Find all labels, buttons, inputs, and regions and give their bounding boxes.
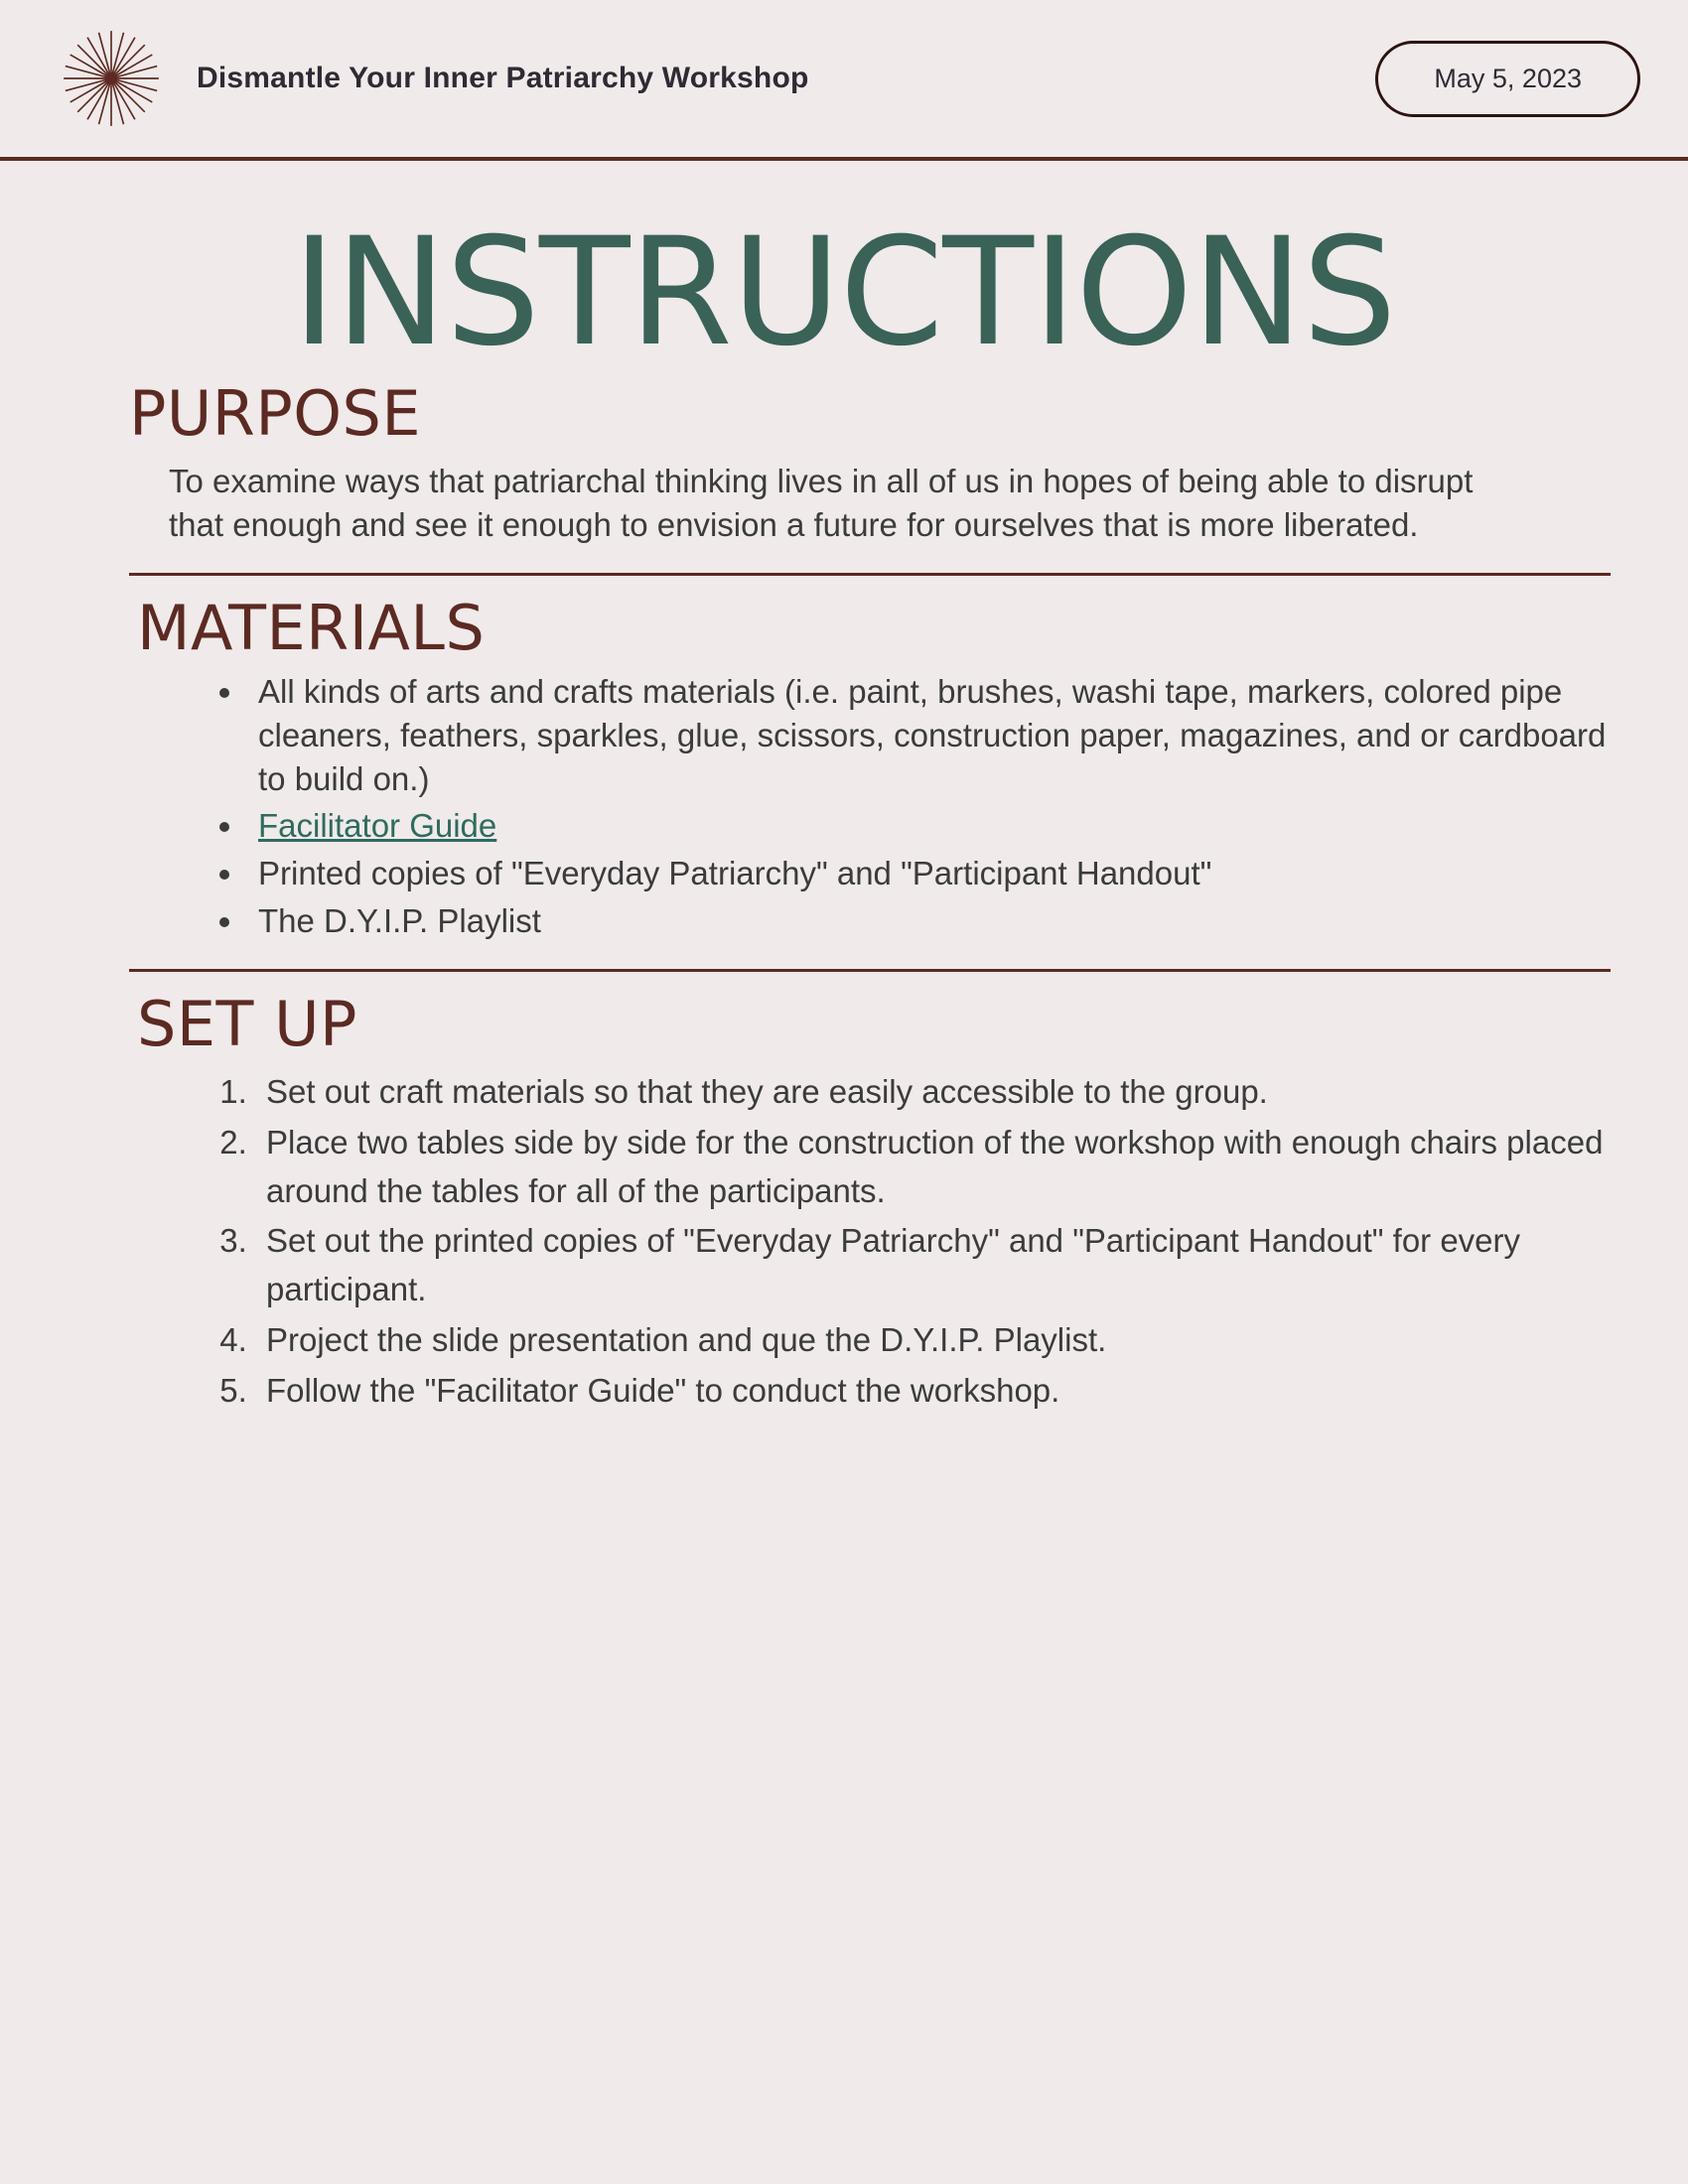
document-body (0, 377, 1688, 1416)
list-item: 5. Follow the "Facilitator Guide" to conduct the workshop. (256, 1367, 1611, 1416)
list-item: • The D.Y.I.P. Playlist (246, 899, 1611, 943)
facilitator-guide-link[interactable]: Facilitator Guide (258, 807, 497, 845)
date-badge: May 5, 2023 (1375, 41, 1640, 117)
materials-list (129, 670, 1611, 943)
divider-2 (129, 969, 1611, 972)
section-materials (129, 592, 1611, 943)
divider-1 (129, 573, 1611, 576)
purpose-text: To examine ways that patriarchal thinking lives in all of us in hopes of being able to disrupt that enough and see it enough to envision a future for ourselves that is more liberated. (169, 463, 1474, 543)
list-item: 2. Place two tables side by side for the construction of the workshop with enough chairs placed around the tables for all of the participants. (256, 1119, 1611, 1216)
list-item (246, 804, 1611, 848)
page-title: INSTRUCTIONS (292, 206, 1396, 379)
workshop-title: Dismantle Your Inner Patriarchy Workshop (197, 62, 809, 94)
list-item: 1. Set out craft materials so that they are easily accessible to the group. (256, 1068, 1611, 1117)
purpose-heading: PURPOSE (129, 377, 422, 450)
setup-steps-list (129, 1068, 1611, 1416)
list-item: • All kinds of arts and crafts materials (i.e. paint, brushes, washi tape, markers, colored pipe cleaners, feathers, sparkles, glue, scissors, construction paper, magazines, and or cardboard to build on.) (246, 670, 1611, 801)
section-setup (129, 988, 1611, 1416)
sunburst-icon (60, 27, 163, 130)
section-purpose (129, 377, 1611, 547)
list-item: 3. Set out the printed copies of "Everyday Patriarchy" and "Participant Handout" for every participant. (256, 1217, 1611, 1314)
materials-heading: MATERIALS (137, 591, 486, 664)
document-header (0, 0, 1688, 161)
setup-heading: SET UP (137, 988, 357, 1060)
list-item: 4. Project the slide presentation and que the D.Y.I.P. Playlist. (256, 1316, 1611, 1365)
list-item: • Printed copies of "Everyday Patriarchy" and "Participant Handout" (246, 852, 1611, 895)
